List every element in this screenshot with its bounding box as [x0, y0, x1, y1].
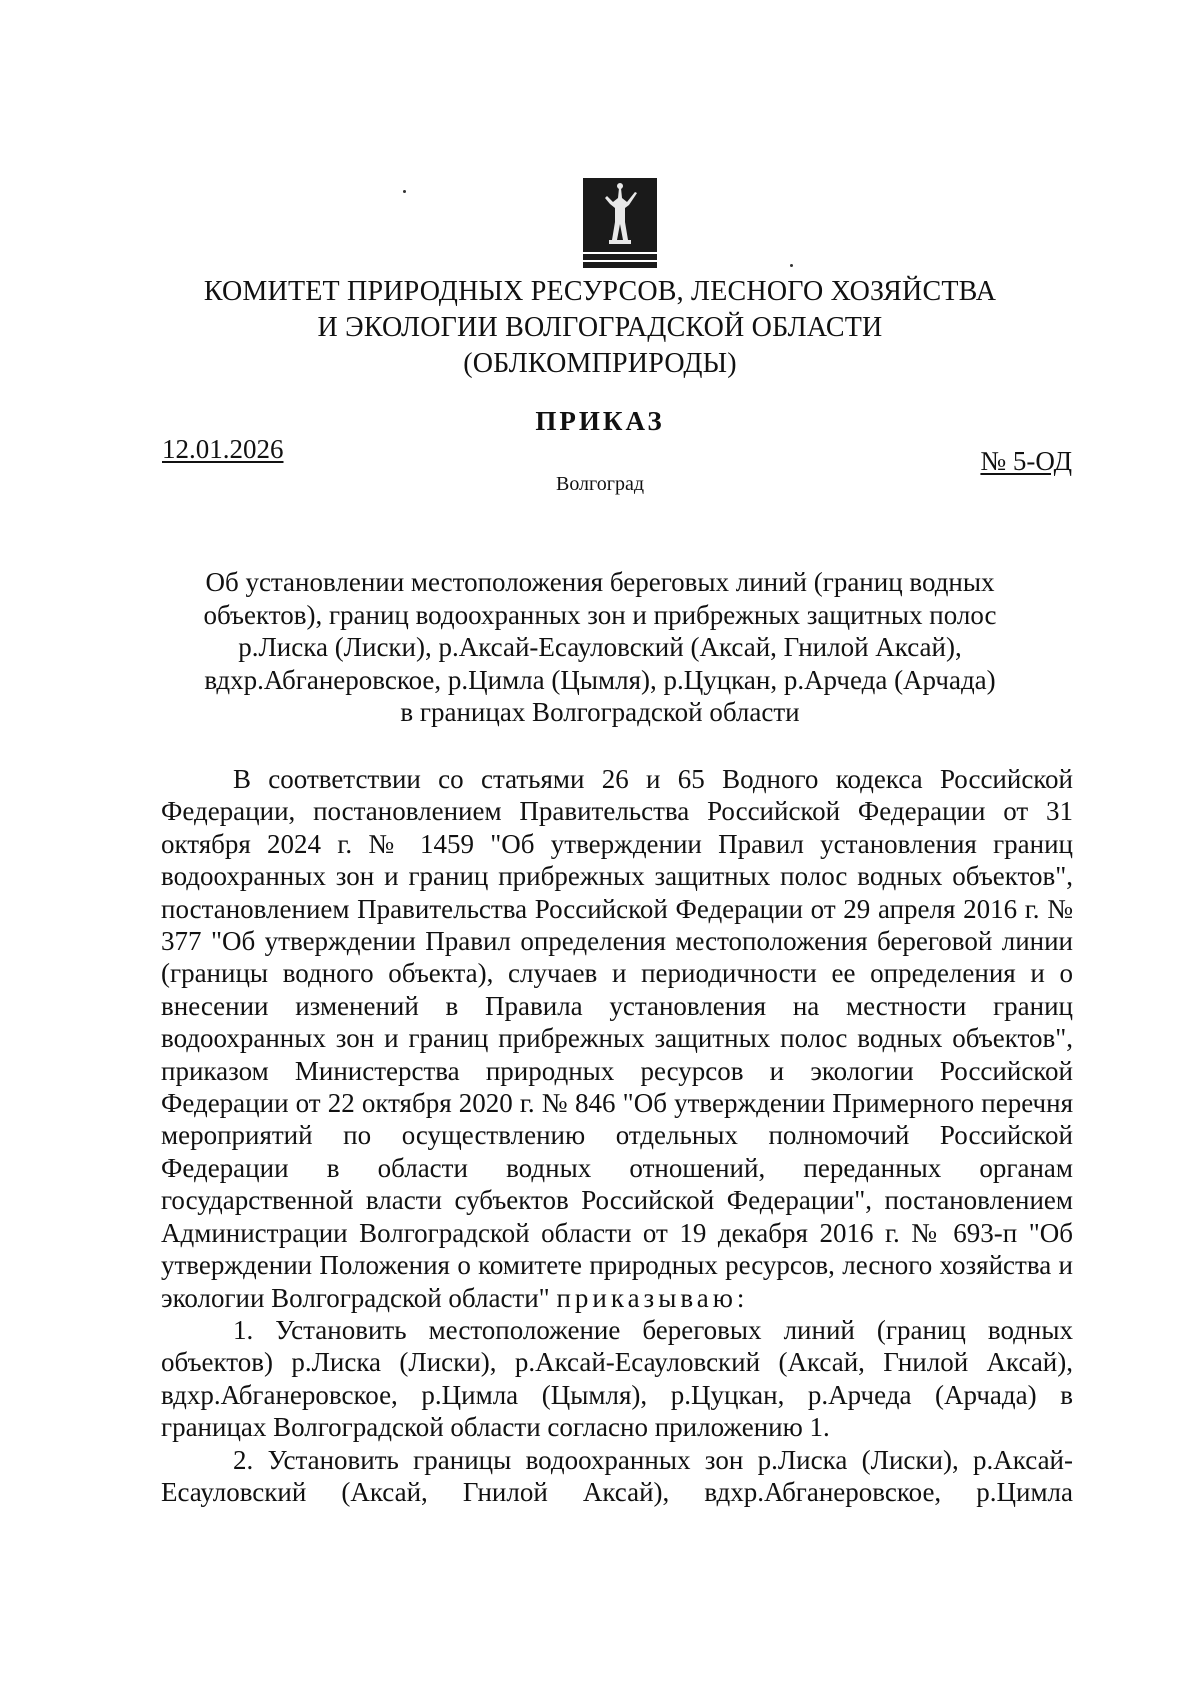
order-number: № 5-ОД	[980, 446, 1072, 476]
header-line-3: (ОБЛКОМПРИРОДЫ)	[463, 348, 737, 379]
order-date: 12.01.2026	[162, 434, 284, 464]
preamble-text: В соответствии со статьями 26 и 65 Водного кодекса Российской Федерации, постановлением Правительства Российской Федерации от 31 октября 2024 г. № 1459 "Об утверждении Правил установления границ водоохранных зон и границ прибрежных защитных полос водных объектов", постановлением Правительства Российской Федерации от 29 апреля 2016 г. № 377 "Об утверждении Правил определения местоположения береговой линии (границы водного объекта), случаев и периодичности ее определения и о внесении изменений в Правила установления на местности границ водоохранных зон и границ прибрежных защитных полос водных объектов", приказом Министерства природных ресурсов и экологии Российской Федерации от 22 октября 2020 г. № 846 "Об утверждении Примерного перечня мероприятий по осуществлению отдельных полномочий Российской Федерации в области водных отношений, переданных органам государственной власти субъектов Российской Федерации", постановлением Администрации Волгоградской области от 19 декабря 2016 г. № 693-п "Об утверждении Положения о комитете природных ресурсов, лесного хозяйства и экологии Волгоградской области"	[161, 764, 1073, 1313]
subject-line-3: р.Лиска (Лиски), р.Аксай-Есауловский (Аксай, Гнилой Аксай),	[238, 632, 962, 662]
subject-line-5: в границах Волгоградской области	[400, 697, 800, 727]
subject-line-4: вдхр.Абганеровское, р.Цимла (Цымля), р.Цуцкан, р.Арчеда (Арчада)	[204, 664, 996, 695]
decree-word: приказываю:	[556, 1282, 749, 1313]
volgograd-coat-of-arms-icon	[583, 178, 657, 273]
order-subject	[160, 566, 1040, 729]
organization-header	[100, 274, 1100, 382]
subject-line-1: Об установлении местоположения береговых линий (границ водных	[205, 567, 995, 597]
scan-speck	[790, 264, 793, 267]
item-1-paragraph: 1. Установить местоположение береговых линий (границ водных объектов) р.Лиска (Лиски), р.Аксай-Есауловский (Аксай, Гнилой Аксай), вдхр.Абганеровское, р.Цимла (Цымля), р.Цуцкан, р.Арчеда (Арчада) в границах Волгоградской области согласно приложению 1.	[161, 1314, 1073, 1443]
item-2-paragraph: 2. Установить границы водоохранных зон р.Лиска (Лиски), р.Аксай-Есауловский (Аксай, Гнилой Аксай), вдхр.Абганеровское, р.Цимла	[161, 1444, 1073, 1507]
order-city: Волгоград	[555, 473, 645, 495]
subject-line-2: объектов), границ водоохранных зон и прибрежных защитных полос	[203, 599, 997, 630]
preamble-paragraph	[161, 763, 1073, 1314]
header-line-2: И ЭКОЛОГИИ ВОЛГОГРАДСКОЙ ОБЛАСТИ	[317, 312, 883, 343]
scan-speck	[403, 190, 406, 193]
order-body	[161, 763, 1073, 1508]
header-line-1: КОМИТЕТ ПРИРОДНЫХ РЕСУРСОВ, ЛЕСНОГО ХОЗЯЙСТВА	[203, 276, 997, 307]
order-title: ПРИКАЗ	[535, 406, 665, 436]
